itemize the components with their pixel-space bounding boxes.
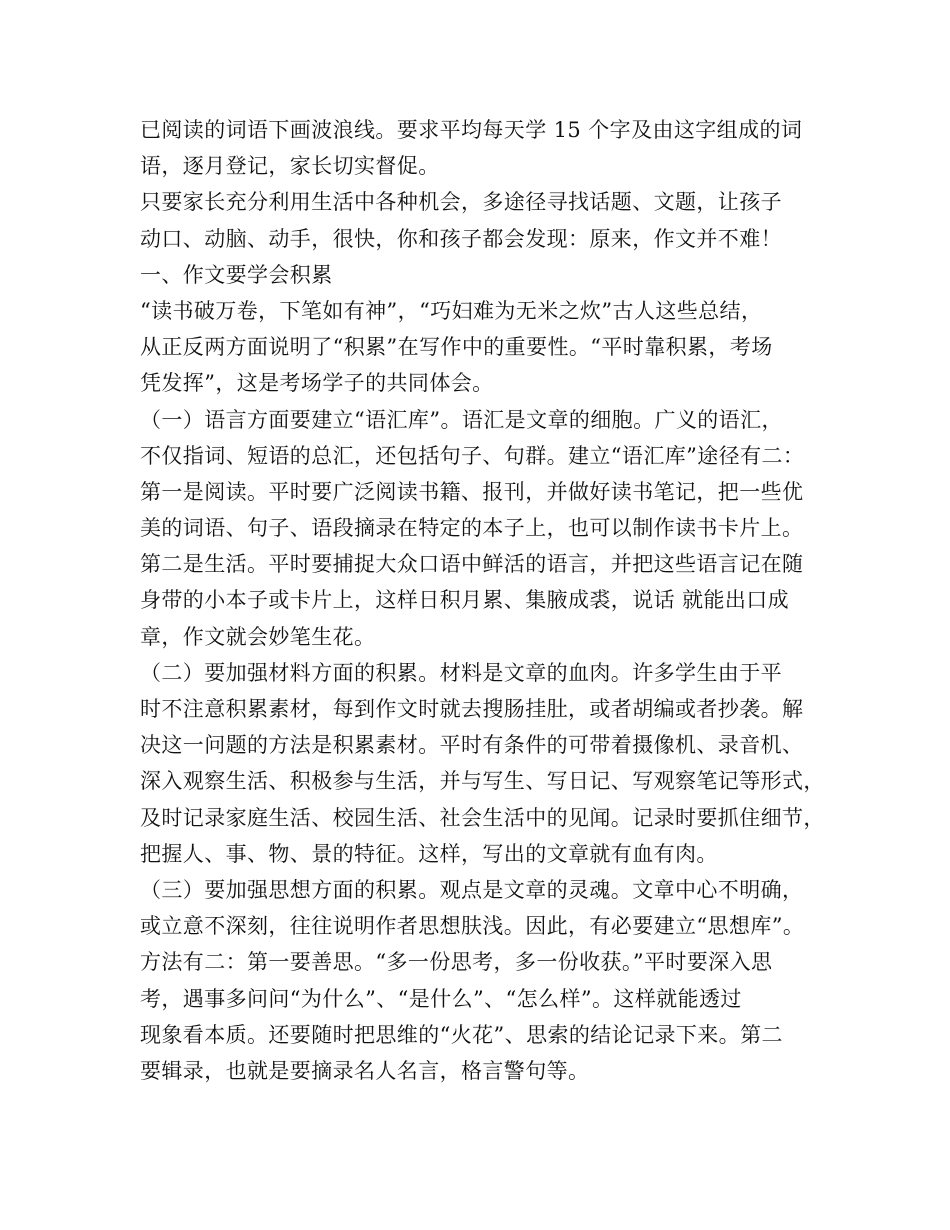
- text-line: 或立意不深刻，往往说明作者思想肤浅。因此，有必要建立“思想库”。: [140, 914, 805, 939]
- text-line: 及时记录家庭生活、校园生活、社会生活中的见闻。记录时要抓住细节，: [140, 805, 825, 830]
- text-line: 只要家长充分利用生活中各种机会，多途径寻找话题、文题，让孩子: [140, 190, 782, 215]
- text-line: 已阅读的词语下画波浪线。要求平均每天学 15 个字及由这字组成的词: [140, 118, 803, 142]
- text-line: 章，作文就会妙笔生花。: [140, 624, 376, 649]
- section-heading: 一、作文要学会积累: [140, 262, 333, 287]
- text-line: 美的词语、句子、语段摘录在特定的本子上，也可以制作读书卡片上。: [140, 516, 804, 541]
- text-line: 语，逐月登记，家长切实督促。: [140, 154, 440, 179]
- text-line: 把握人、事、物、景的特征。这样，写出的文章就有血有肉。: [140, 841, 718, 866]
- text-line: 要辑录，也就是要摘录名人名言，格言警句等。: [140, 1058, 590, 1083]
- text-line: 考，遇事多问问“为什么”、“是什么”、“怎么样”。这样就能透过: [140, 986, 742, 1011]
- text-line: 不仅指词、短语的总汇，还包括句子、句群。建立“语汇库”途径有二：: [140, 443, 805, 468]
- text-line: 时不注意积累素材，每到作文时就去搜肠挂肚，或者胡编或者抄袭。解: [140, 697, 804, 721]
- text-line: 动口、动脑、动手，很快，你和孩子都会发现：原来，作文并不难！: [140, 226, 782, 251]
- text-line: 决这一问题的方法是积累素材。平时有条件的可带着摄像机、录音机、: [140, 733, 804, 758]
- text-line: 身带的小本子或卡片上，这样日积月累、集腋成裘，说话 就能出口成: [140, 588, 790, 613]
- text-line: 深入观察生活、积极参与生活，并与写生、写日记、写观察笔记等形式，: [140, 769, 825, 794]
- text-line: 方法有二：第一要善思。“多一份思考，多一份收获。”平时要深入思: [140, 950, 773, 975]
- text-line: （一）语言方面要建立“语汇库”。语汇是文章的细胞。广义的语汇，: [140, 407, 783, 432]
- text-line: （二）要加强材料方面的积累。材料是文章的血肉。许多学生由于平: [140, 660, 782, 685]
- document-body: [140, 112, 830, 1089]
- text-line: （三）要加强思想方面的积累。观点是文章的灵魂。文章中心不明确，: [140, 877, 804, 902]
- text-line: “读书破万卷，下笔如有神”，“巧妇难为无米之炊”古人这些总结，: [140, 298, 763, 323]
- text-line: 凭发挥”，这是考场学子的共同体会。: [140, 371, 494, 396]
- text-line: 第一是阅读。平时要广泛阅读书籍、报刊，并做好读书笔记，把一些优: [140, 479, 804, 504]
- text-line: 第二是生活。平时要捕捉大众口语中鲜活的语言，并把这些语言记在随: [140, 552, 804, 577]
- text-line: 从正反两方面说明了“积累”在写作中的重要性。“平时靠积累，考场: [140, 335, 773, 360]
- text-line: 现象看本质。还要随时把思维的“火花”、思索的结论记录下来。第二: [140, 1022, 783, 1047]
